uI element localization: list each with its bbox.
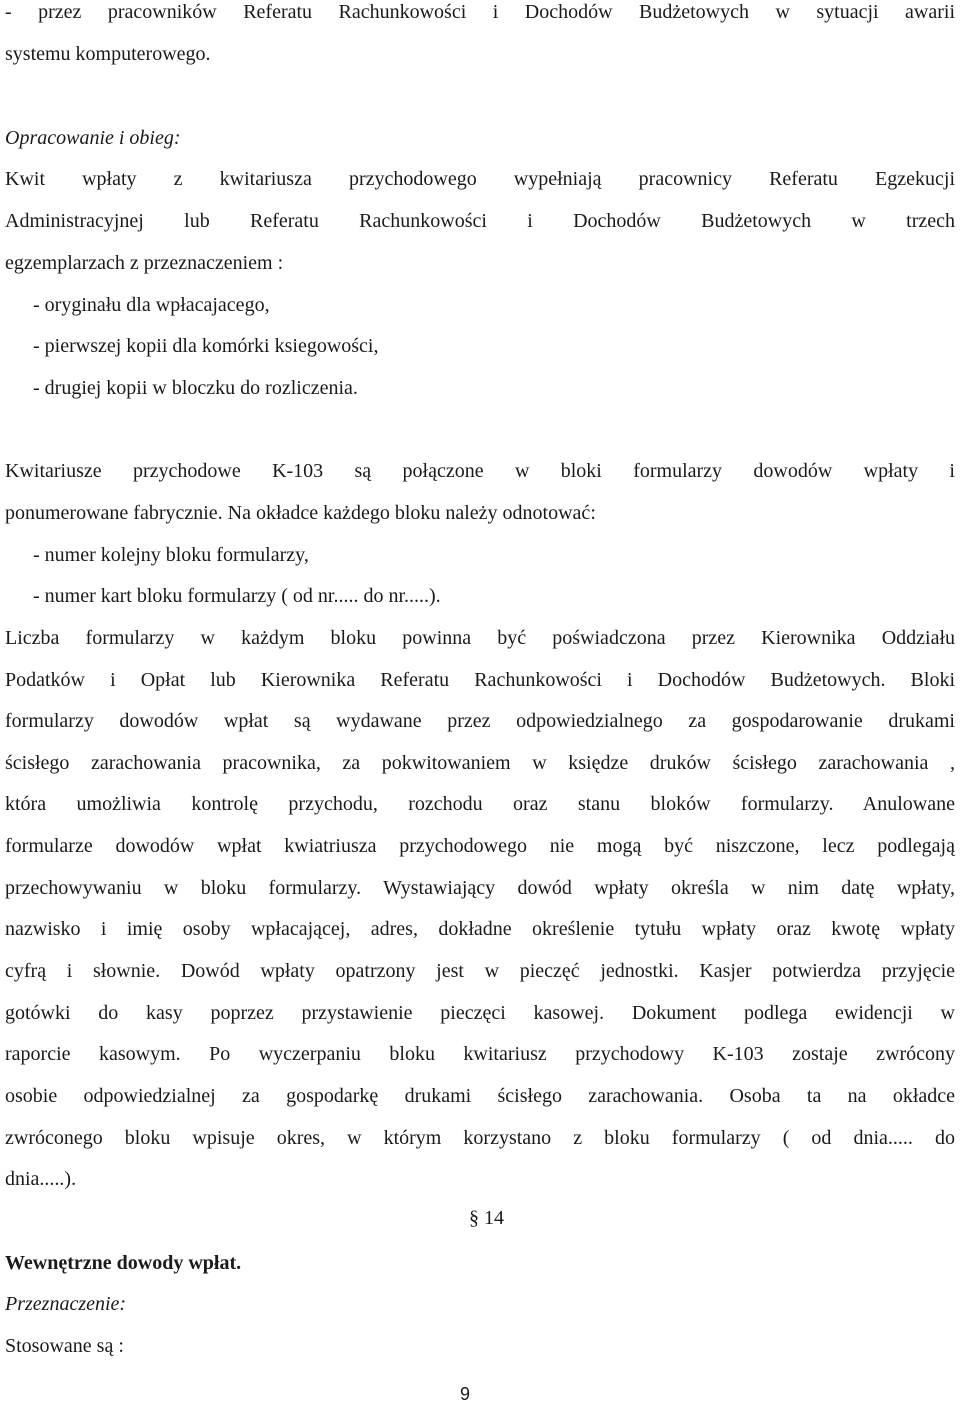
continuation-line-1: - przez pracowników Referatu Rachunkowości i Dochodów Budżetowych w sytuacji awarii xyxy=(5,1,955,23)
paragraph-line: Kwit wpłaty z kwitariusza przychodowego wypełniają pracownicy Referatu Egzekucji xyxy=(5,168,955,190)
paragraph-line: Stosowane są : xyxy=(5,1335,124,1357)
section-heading-opracowanie: Opracowanie i obieg: xyxy=(5,127,181,149)
paragraph-line: która umożliwia kontrolę przychodu, rozchodu oraz stanu bloków formularzy. Anulowane xyxy=(5,793,955,815)
section-heading-wewnetrzne: Wewnętrzne dowody wpłat. xyxy=(5,1252,242,1274)
paragraph-line: przechowywaniu w bloku formularzy. Wystawiający dowód wpłaty określa w nim datę wpłaty, xyxy=(5,877,955,899)
list-item: - oryginału dla wpłacajacego, xyxy=(33,294,270,316)
list-item: - numer kart bloku formularzy ( od nr..... do nr.....). xyxy=(33,585,441,607)
list-item: - numer kolejny bloku formularzy, xyxy=(33,544,309,566)
subheading-przeznaczenie: Przeznaczenie: xyxy=(5,1293,127,1315)
paragraph-line: Podatków i Opłat lub Kierownika Referatu Rachunkowości i Dochodów Budżetowych. Bloki xyxy=(5,669,955,691)
paragraph-line: formularze dowodów wpłat kwiatriusza przychodowego nie mogą być niszczone, lecz podlegają xyxy=(5,835,955,857)
paragraph-line: osobie odpowiedzialnej za gospodarkę drukami ścisłego zarachowania. Osoba ta na okładce xyxy=(5,1085,955,1107)
paragraph-line: ścisłego zarachowania pracownika, za pokwitowaniem w księdze druków ścisłego zarachowania , xyxy=(5,752,955,774)
paragraph-line: nazwisko i imię osoby wpłacającej, adres, dokładne określenie tytułu wpłaty oraz kwotę wpłaty xyxy=(5,918,955,940)
paragraph-line: formularzy dowodów wpłat są wydawane przez odpowiedzialnego za gospodarowanie drukami xyxy=(5,710,955,732)
continuation-line-2: systemu komputerowego. xyxy=(5,43,211,65)
paragraph-line: ponumerowane fabrycznie. Na okładce każdego bloku należy odnotować: xyxy=(5,502,596,524)
paragraph-line: Administracyjnej lub Referatu Rachunkowości i Dochodów Budżetowych w trzech xyxy=(5,210,955,232)
paragraph-line: raporcie kasowym. Po wyczerpaniu bloku kwitariusz przychodowy K-103 zostaje zwrócony xyxy=(5,1043,955,1065)
list-item: - pierwszej kopii dla komórki ksiegowości, xyxy=(33,335,379,357)
paragraph-line: cyfrą i słownie. Dowód wpłaty opatrzony jest w pieczęć jednostki. Kasjer potwierdza przyjęcie xyxy=(5,960,955,982)
paragraph-line: egzemplarzach z przeznaczeniem : xyxy=(5,252,284,274)
page-number: 9 xyxy=(460,1384,471,1404)
paragraph-line: Kwitariusze przychodowe K-103 są połączone w bloki formularzy dowodów wpłaty i xyxy=(5,460,955,482)
paragraph-line: dnia.....). xyxy=(5,1168,77,1190)
list-item: - drugiej kopii w bloczku do rozliczenia. xyxy=(33,377,358,399)
paragraph-line: gotówki do kasy poprzez przystawienie pieczęci kasowej. Dokument podlega ewidencji w xyxy=(5,1002,955,1024)
paragraph-number: § 14 xyxy=(469,1207,504,1229)
paragraph-line: Liczba formularzy w każdym bloku powinna być poświadczona przez Kierownika Oddziału xyxy=(5,627,955,649)
paragraph-line: zwróconego bloku wpisuje okres, w którym korzystano z bloku formularzy ( od dnia..... do xyxy=(5,1127,955,1149)
